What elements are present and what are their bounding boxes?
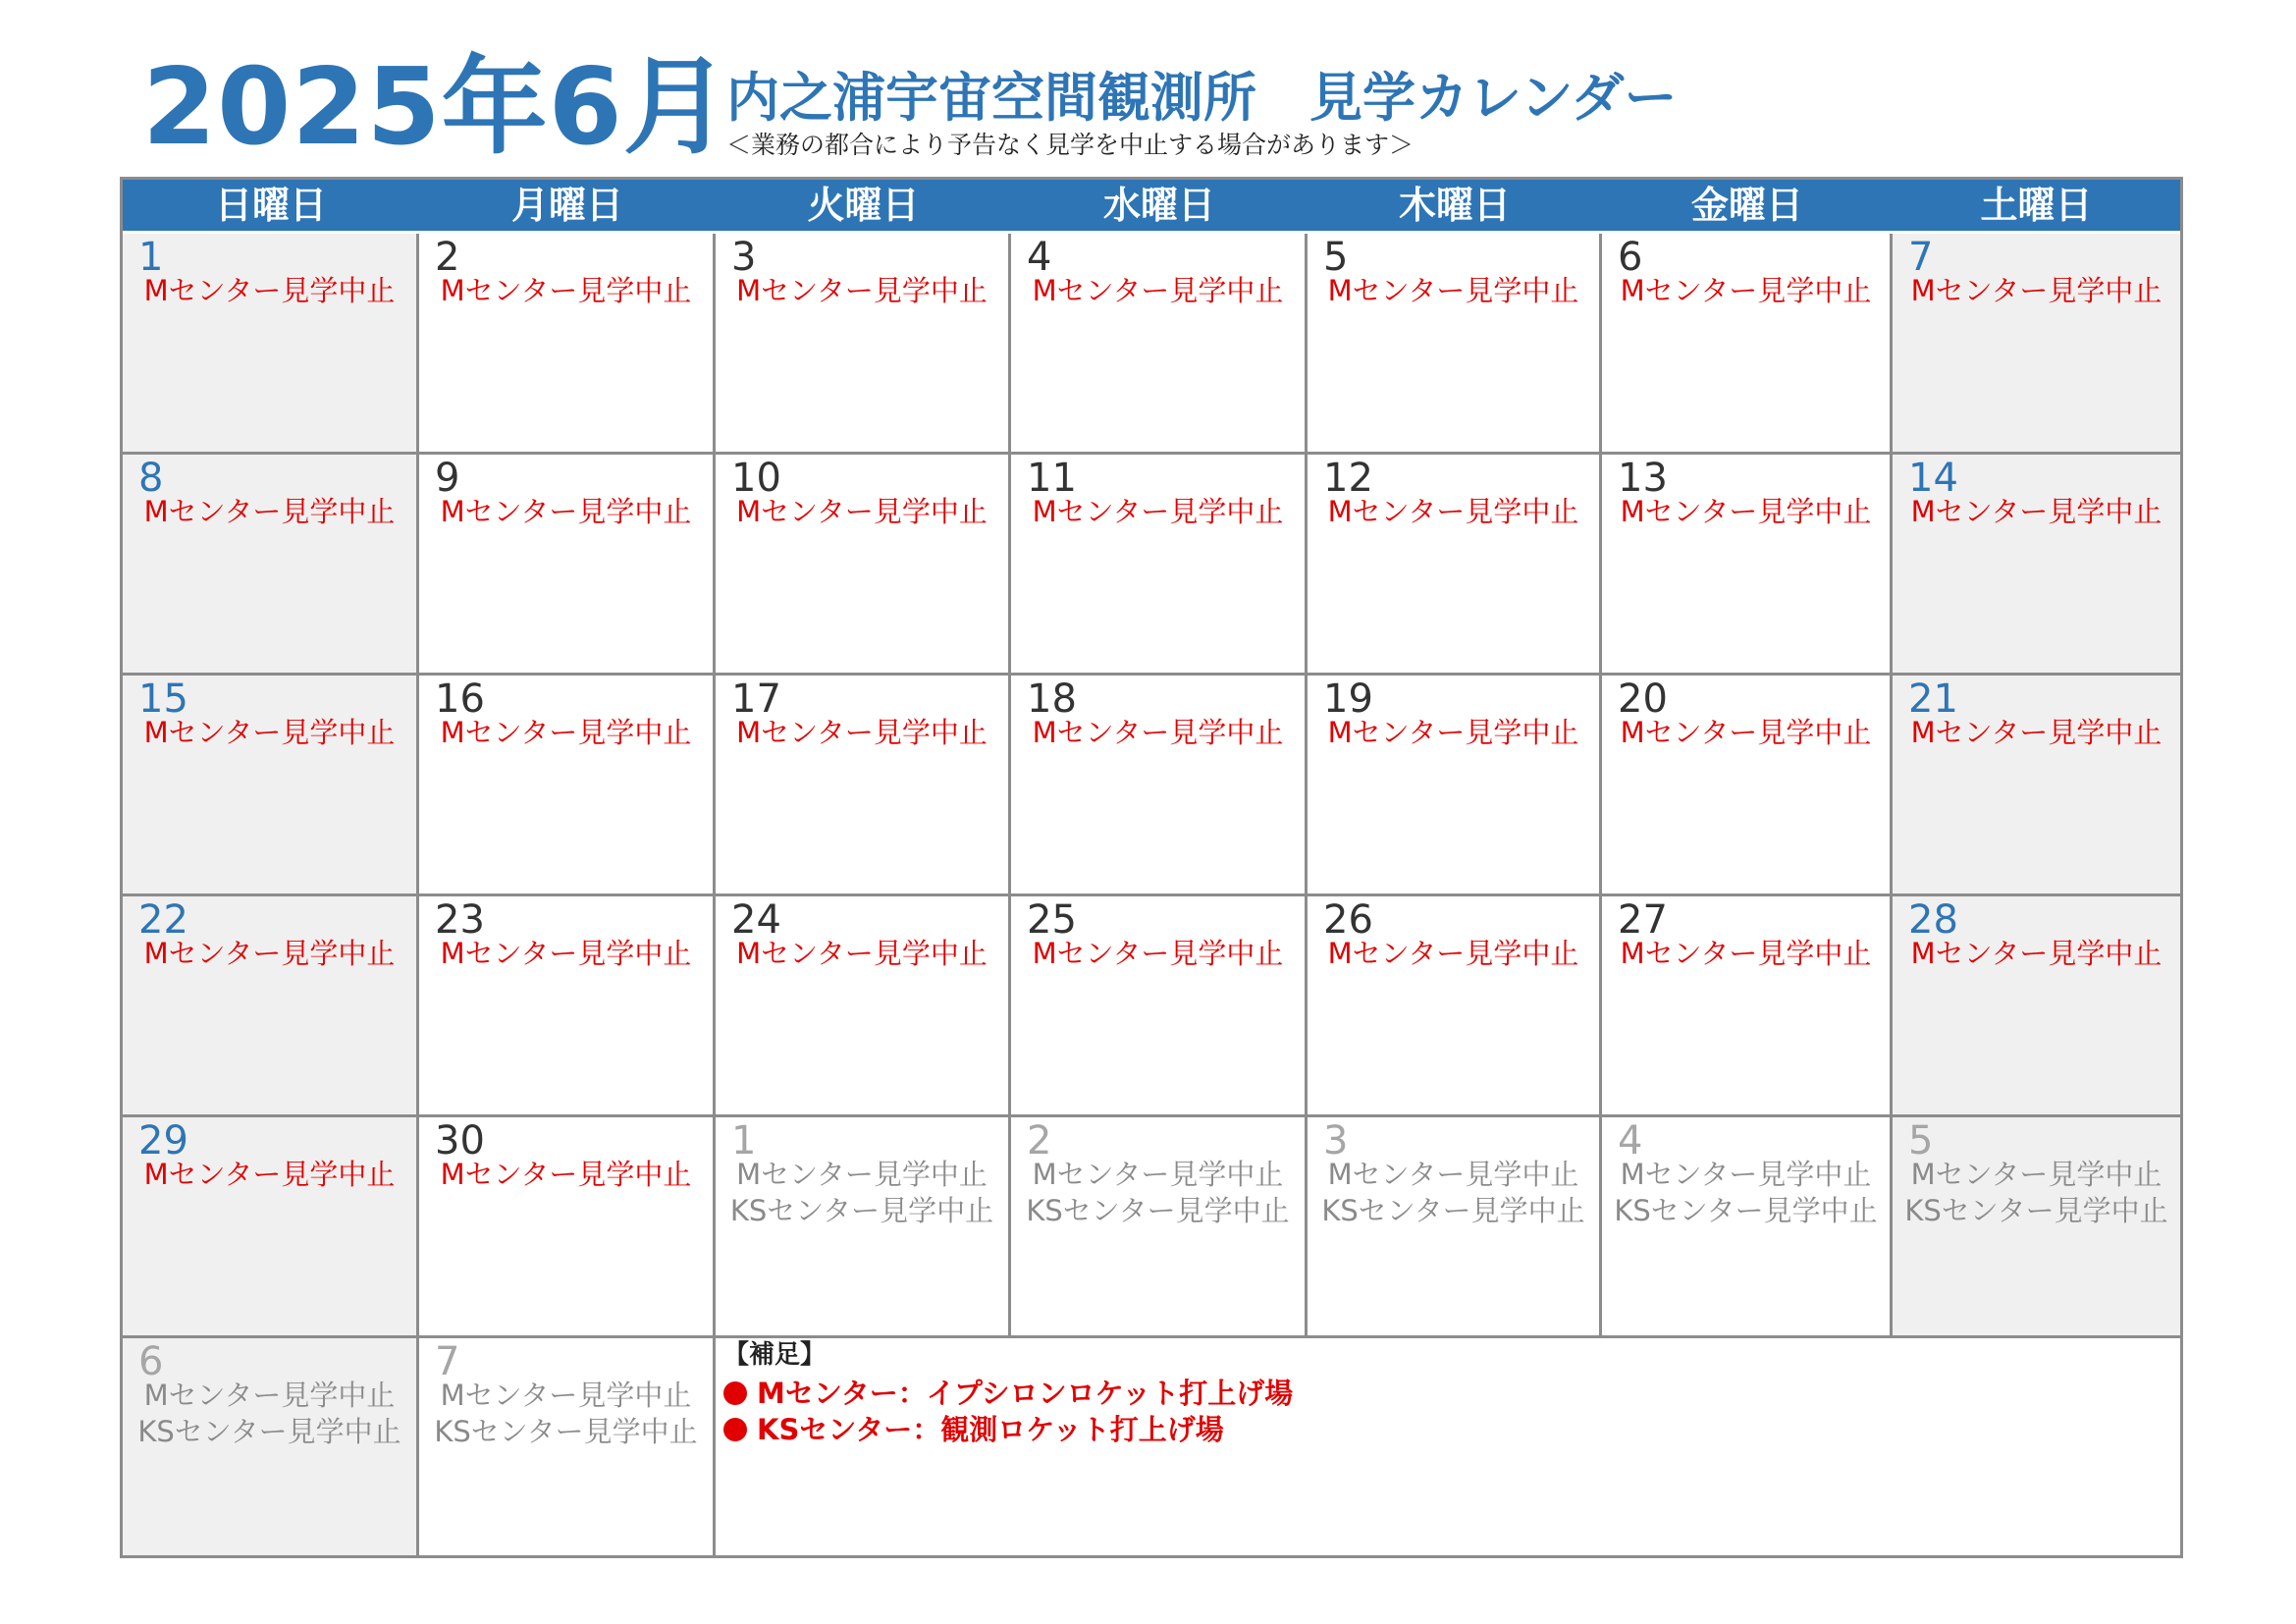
day-cell <box>716 676 1011 896</box>
day-events <box>1011 715 1305 751</box>
day-cell <box>1893 234 2180 455</box>
event-label: KSセンター見学中止 <box>137 1415 401 1448</box>
day-number: 21 <box>1908 677 1958 722</box>
day-number: 5 <box>1908 1118 1934 1164</box>
event-label: Mセンター見学中止 <box>143 716 396 749</box>
day-number: 4 <box>1618 1118 1643 1164</box>
weekday-header-row <box>123 180 2180 231</box>
day-cell <box>1308 234 1602 455</box>
day-cell <box>1602 1117 1893 1338</box>
event-label: Mセンター見学中止 <box>440 716 692 749</box>
day-cell <box>123 455 419 676</box>
day-cell <box>419 1117 716 1338</box>
weekday-tuesday: 火曜日 <box>807 184 920 227</box>
day-cell <box>123 1338 419 1555</box>
day-cell <box>1893 455 2180 676</box>
day-events <box>716 715 1008 751</box>
day-number: 5 <box>1323 235 1349 280</box>
day-number: 19 <box>1323 677 1373 722</box>
day-events <box>1308 1157 1599 1229</box>
day-number: 7 <box>435 1339 460 1384</box>
day-events <box>1602 936 1890 972</box>
weekday-monday: 月曜日 <box>510 184 623 227</box>
event-label: Mセンター見学中止 <box>1032 937 1284 970</box>
event-label: Mセンター見学中止 <box>143 937 396 970</box>
event-label: Mセンター見学中止 <box>143 1158 396 1191</box>
day-cell <box>716 455 1011 676</box>
day-events <box>419 936 713 972</box>
event-label: KSセンター見学中止 <box>1026 1194 1290 1227</box>
weekday-saturday: 土曜日 <box>1980 184 2093 227</box>
day-number: 8 <box>138 456 164 501</box>
event-label: Mセンター見学中止 <box>440 1379 692 1412</box>
day-cell <box>1308 455 1602 676</box>
day-cell <box>1893 896 2180 1117</box>
day-cell <box>1011 234 1308 455</box>
day-number: 22 <box>138 897 188 943</box>
day-events <box>123 715 416 751</box>
day-number: 18 <box>1027 677 1077 722</box>
day-number: 27 <box>1618 897 1668 943</box>
day-cell <box>1308 1117 1602 1338</box>
event-label: Mセンター見学中止 <box>1910 495 2163 528</box>
day-events <box>1308 273 1599 309</box>
day-events <box>716 273 1008 309</box>
day-cell <box>419 1338 716 1555</box>
day-cell <box>716 1117 1011 1338</box>
day-events <box>419 715 713 751</box>
day-cell <box>1308 676 1602 896</box>
event-label: Mセンター見学中止 <box>736 274 988 307</box>
day-events <box>123 494 416 530</box>
day-events <box>1893 1157 2180 1229</box>
notes-cell <box>716 1338 2180 1555</box>
day-cell <box>123 234 419 455</box>
weekday-friday: 金曜日 <box>1690 184 1803 227</box>
event-label: KSセンター見学中止 <box>1614 1194 1878 1227</box>
day-events <box>419 1378 713 1450</box>
calendar-title: 内之浦宇宙空間観測所 見学カレンダー <box>726 67 1678 129</box>
day-events <box>419 273 713 309</box>
day-number: 14 <box>1908 456 1958 501</box>
event-label: Mセンター見学中止 <box>736 1158 988 1191</box>
day-number: 15 <box>138 677 188 722</box>
day-cell <box>419 676 716 896</box>
day-events <box>1893 715 2180 751</box>
bullet-dot-icon <box>723 1381 747 1405</box>
day-number: 2 <box>1027 1118 1052 1164</box>
event-label: Mセンター見学中止 <box>1032 274 1284 307</box>
day-number: 29 <box>138 1118 188 1164</box>
event-label: Mセンター見学中止 <box>440 1158 692 1191</box>
notes-title: 【補足】 <box>723 1340 827 1370</box>
event-label: Mセンター見学中止 <box>1032 716 1284 749</box>
notice-text: ＜業務の都合により予告なく見学を中止する場合があります＞ <box>726 131 1415 159</box>
note-text: KSセンター：観測ロケット打上げ場 <box>757 1413 1224 1446</box>
event-label: Mセンター見学中止 <box>440 937 692 970</box>
day-events <box>716 1157 1008 1229</box>
day-cell <box>1602 676 1893 896</box>
day-cell <box>716 896 1011 1117</box>
event-label: Mセンター見学中止 <box>143 495 396 528</box>
day-number: 16 <box>435 677 485 722</box>
day-number: 12 <box>1323 456 1373 501</box>
weekday-sunday: 日曜日 <box>214 184 327 227</box>
day-events <box>419 494 713 530</box>
day-number: 3 <box>731 235 757 280</box>
event-label: Mセンター見学中止 <box>440 495 692 528</box>
event-label: Mセンター見学中止 <box>1327 274 1579 307</box>
day-events <box>1011 1157 1305 1229</box>
day-events <box>1011 936 1305 972</box>
day-number: 3 <box>1323 1118 1349 1164</box>
day-cell <box>1602 455 1893 676</box>
event-label: Mセンター見学中止 <box>1620 274 1872 307</box>
day-events <box>419 1157 713 1193</box>
day-events <box>1602 1157 1890 1229</box>
day-events <box>123 273 416 309</box>
day-number: 23 <box>435 897 485 943</box>
event-label: Mセンター見学中止 <box>1327 716 1579 749</box>
day-events <box>1602 273 1890 309</box>
event-label: Mセンター見学中止 <box>1620 495 1872 528</box>
day-cell <box>123 676 419 896</box>
note-item <box>723 1376 1293 1411</box>
day-events <box>1011 494 1305 530</box>
event-label: KSセンター見学中止 <box>1321 1194 1585 1227</box>
day-cell <box>1893 1117 2180 1338</box>
event-label: Mセンター見学中止 <box>1327 937 1579 970</box>
day-number: 6 <box>138 1339 164 1384</box>
note-item <box>723 1412 1224 1447</box>
day-cell <box>123 1117 419 1338</box>
event-label: Mセンター見学中止 <box>1910 274 2163 307</box>
event-label: Mセンター見学中止 <box>736 716 988 749</box>
day-number: 28 <box>1908 897 1958 943</box>
day-events <box>1011 273 1305 309</box>
day-events <box>1308 936 1599 972</box>
event-label: Mセンター見学中止 <box>1032 495 1284 528</box>
event-label: Mセンター見学中止 <box>1620 937 1872 970</box>
day-events <box>1308 494 1599 530</box>
month-title: 2025年6月 <box>142 46 730 169</box>
day-cell <box>419 234 716 455</box>
event-label: Mセンター見学中止 <box>1032 1158 1284 1191</box>
day-events <box>1308 715 1599 751</box>
day-events <box>123 936 416 972</box>
event-label: Mセンター見学中止 <box>1910 937 2163 970</box>
event-label: Mセンター見学中止 <box>143 274 396 307</box>
event-label: KSセンター見学中止 <box>1904 1194 2168 1227</box>
day-number: 1 <box>138 235 164 280</box>
event-label: Mセンター見学中止 <box>1910 716 2163 749</box>
event-label: Mセンター見学中止 <box>736 937 988 970</box>
day-number: 6 <box>1618 235 1643 280</box>
day-number: 20 <box>1618 677 1668 722</box>
day-number: 11 <box>1027 456 1077 501</box>
day-cell <box>123 896 419 1117</box>
day-number: 10 <box>731 456 781 501</box>
event-label: Mセンター見学中止 <box>143 1379 396 1412</box>
event-label: KSセンター見学中止 <box>729 1194 994 1227</box>
event-label: Mセンター見学中止 <box>1327 495 1579 528</box>
weekday-wednesday: 水曜日 <box>1102 184 1215 227</box>
day-events <box>716 936 1008 972</box>
calendar-grid <box>120 177 2183 1558</box>
day-cell <box>1011 455 1308 676</box>
day-cell <box>1011 676 1308 896</box>
event-label: Mセンター見学中止 <box>736 495 988 528</box>
day-number: 17 <box>731 677 781 722</box>
day-cell <box>419 455 716 676</box>
day-number: 30 <box>435 1118 485 1164</box>
day-number: 9 <box>435 456 460 501</box>
day-events <box>1893 494 2180 530</box>
day-number: 25 <box>1027 897 1077 943</box>
event-label: Mセンター見学中止 <box>440 274 692 307</box>
day-events <box>123 1157 416 1193</box>
day-number: 1 <box>731 1118 757 1164</box>
day-cell <box>1011 896 1308 1117</box>
day-events <box>1893 273 2180 309</box>
day-events <box>1893 936 2180 972</box>
day-number: 4 <box>1027 235 1052 280</box>
day-number: 13 <box>1618 456 1668 501</box>
day-cell <box>716 234 1011 455</box>
day-number: 26 <box>1323 897 1373 943</box>
day-events <box>716 494 1008 530</box>
day-number: 7 <box>1908 235 1934 280</box>
weekday-thursday: 木曜日 <box>1398 184 1511 227</box>
bullet-dot-icon <box>723 1418 747 1441</box>
calendar-header <box>142 46 2155 169</box>
event-label: Mセンター見学中止 <box>1620 1158 1872 1191</box>
event-label: Mセンター見学中止 <box>1327 1158 1579 1191</box>
day-events <box>1602 715 1890 751</box>
day-cell <box>1308 896 1602 1117</box>
day-number: 24 <box>731 897 781 943</box>
day-cell <box>1602 896 1893 1117</box>
day-events <box>1602 494 1890 530</box>
event-label: Mセンター見学中止 <box>1620 716 1872 749</box>
day-cell <box>419 896 716 1117</box>
day-grid <box>123 234 2180 1555</box>
day-number: 2 <box>435 235 460 280</box>
day-cell <box>1893 676 2180 896</box>
day-cell <box>1011 1117 1308 1338</box>
event-label: KSセンター見学中止 <box>434 1415 698 1448</box>
note-text: Mセンター：イプシロンロケット打上げ場 <box>757 1377 1294 1410</box>
day-cell <box>1602 234 1893 455</box>
event-label: Mセンター見学中止 <box>1910 1158 2163 1191</box>
day-events <box>123 1378 416 1450</box>
